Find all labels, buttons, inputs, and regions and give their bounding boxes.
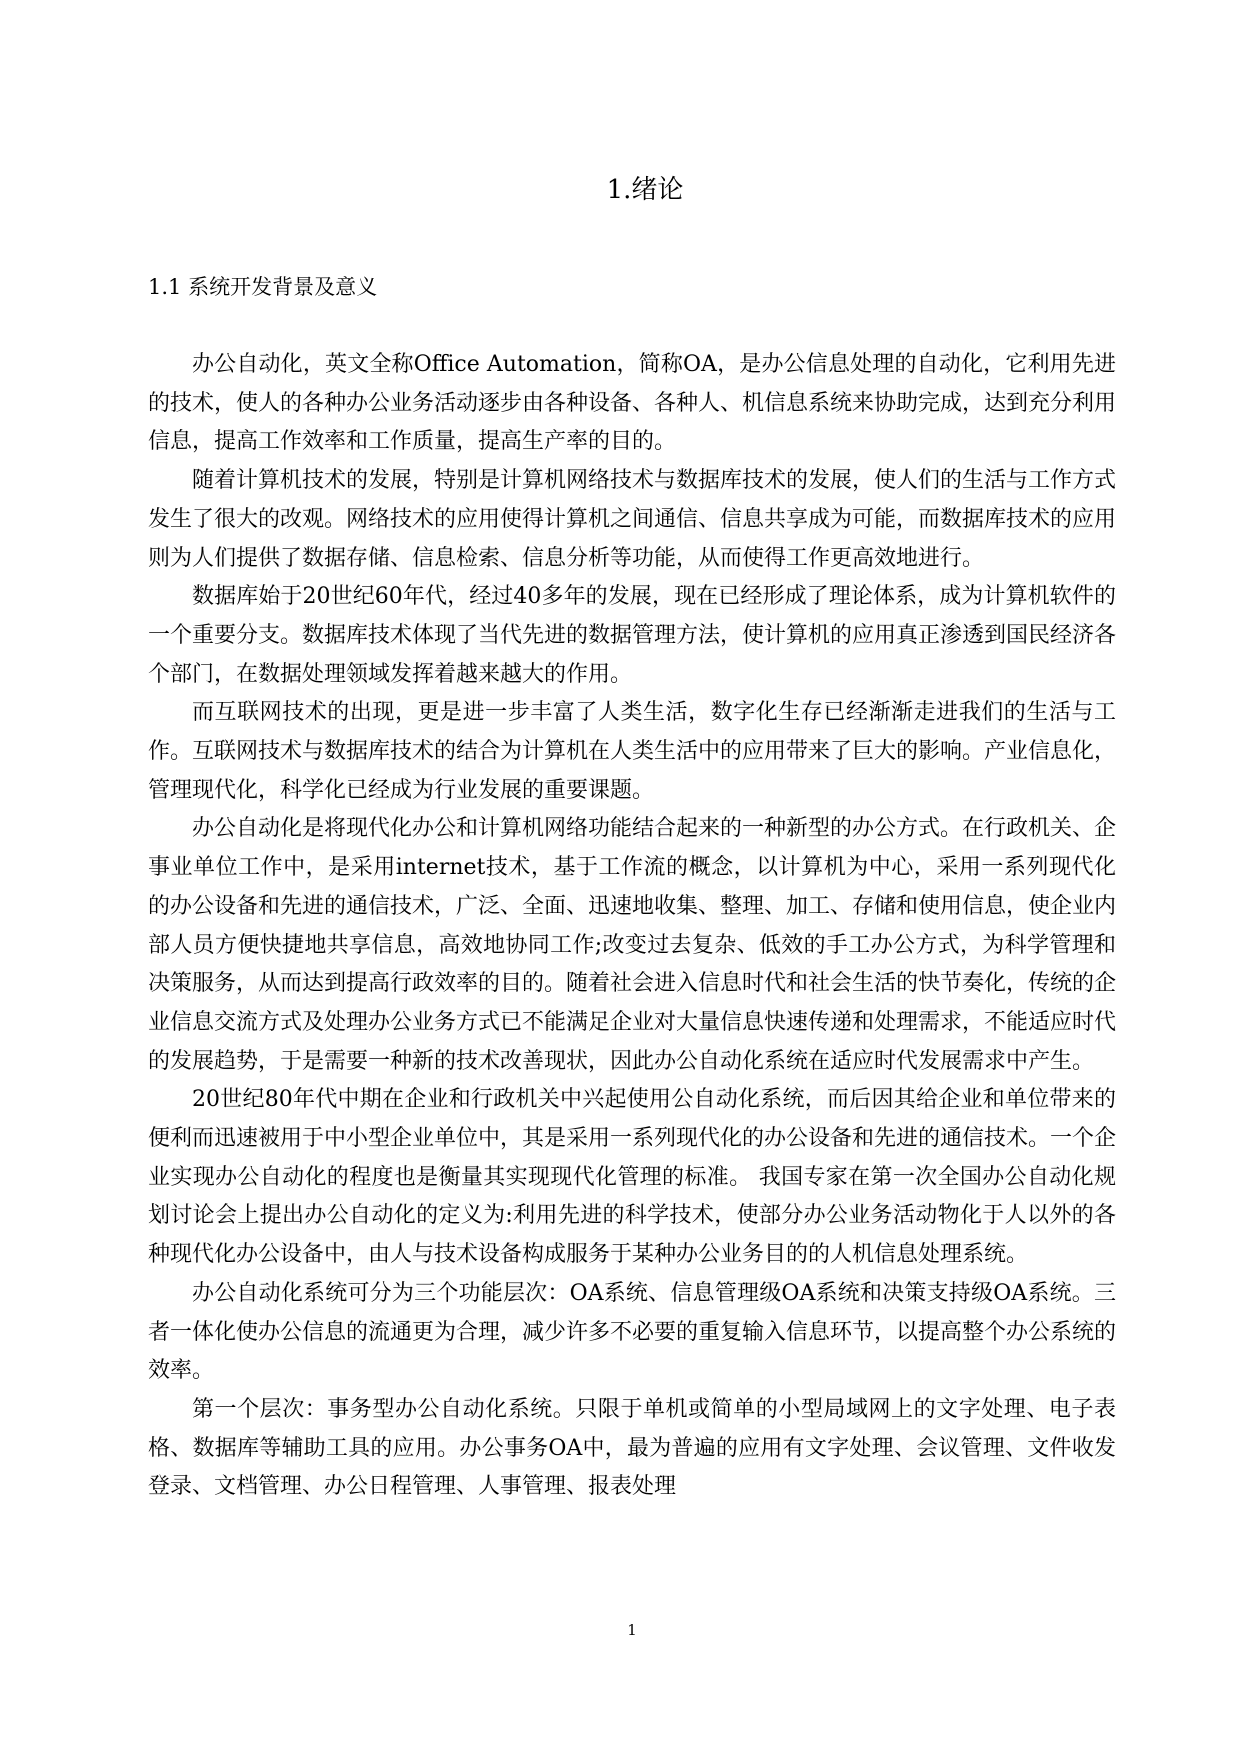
page-number: 1	[627, 1621, 637, 1639]
chapter-title: 1.绪论	[606, 175, 684, 205]
paragraph: 20世纪80年代中期在企业和行政机关中兴起使用公自动化系统，而后因其给企业和单位带来的便利而迅速被用于中小型企业单位中，其是采用一系列现代化的办公设备和先进的通信技术。一个企业实现办公自动化的程度也是衡量其实现现代化管理的标准。 我国专家在第一次全国办公自动化规划讨论会上提出办公自动化的定义为:利用先进的科学技术，使部分办公业务活动物化于人以外的各种现代化办公设备中，由人与技术设备构成服务于某种办公业务目的的人机信息处理系统。	[148, 1087, 1117, 1268]
paragraph: 数据库始于20世纪60年代，经过40多年的发展，现在已经形成了理论体系，成为计算机软件的一个重要分支。数据库技术体现了当代先进的数据管理方法，使计算机的应用真正渗透到国民经济各个部门，在数据处理领域发挥着越来越大的作用。	[148, 584, 1117, 687]
section-title: 1.1 系统开发背景及意义	[148, 275, 378, 299]
paragraph: 随着计算机技术的发展，特别是计算机网络技术与数据库技术的发展，使人们的生活与工作方式发生了很大的改观。网络技术的应用使得计算机之间通信、信息共享成为可能，而数据库技术的应用则为人们提供了数据存储、信息检索、信息分析等功能，从而使得工作更高效地进行。	[148, 468, 1117, 571]
body-text	[148, 346, 1116, 1507]
paragraph: 而互联网技术的出现，更是进一步丰富了人类生活，数字化生存已经渐渐走进我们的生活与工作。互联网技术与数据库技术的结合为计算机在人类生活中的应用带来了巨大的影响。产业信息化，管理现代化，科学化已经成为行业发展的重要课题。	[148, 700, 1117, 803]
paragraph: 办公自动化是将现代化办公和计算机网络功能结合起来的一种新型的办公方式。在行政机关、企事业单位工作中，是采用internet技术，基于工作流的概念，以计算机为中心，采用一系列现代化的办公设备和先进的通信技术，广泛、全面、迅速地收集、整理、加工、存储和使用信息，使企业内部人员方便快捷地共享信息，高效地协同工作;改变过去复杂、低效的手工办公方式，为科学管理和决策服务，从而达到提高行政效率的目的。随着社会进入信息时代和社会生活的快节奏化，传统的企业信息交流方式及处理办公业务方式已不能满足企业对大量信息快速传递和处理需求，不能适应时代的发展趋势，于是需要一种新的技术改善现状，因此办公自动化系统在适应时代发展需求中产生。	[148, 816, 1117, 1074]
paragraph: 第一个层次：事务型办公自动化系统。只限于单机或简单的小型局域网上的文字处理、电子表格、数据库等辅助工具的应用。办公事务OA中，最为普遍的应用有文字处理、会议管理、文件收发登录、文档管理、办公日程管理、人事管理、报表处理	[148, 1396, 1116, 1500]
paragraph: 办公自动化，英文全称Office Automation，简称OA，是办公信息处理的自动化，它利用先进的技术，使人的各种办公业务活动逐步由各种设备、各种人、机信息系统来协助完成，达到充分利用信息，提高工作效率和工作质量，提高生产率的目的。	[148, 352, 1117, 455]
paragraph: 办公自动化系统可分为三个功能层次：OA系统、信息管理级OA系统和决策支持级OA系统。三者一体化使办公信息的流通更为合理，减少许多不必要的重复输入信息环节，以提高整个办公系统的效率。	[148, 1280, 1117, 1384]
